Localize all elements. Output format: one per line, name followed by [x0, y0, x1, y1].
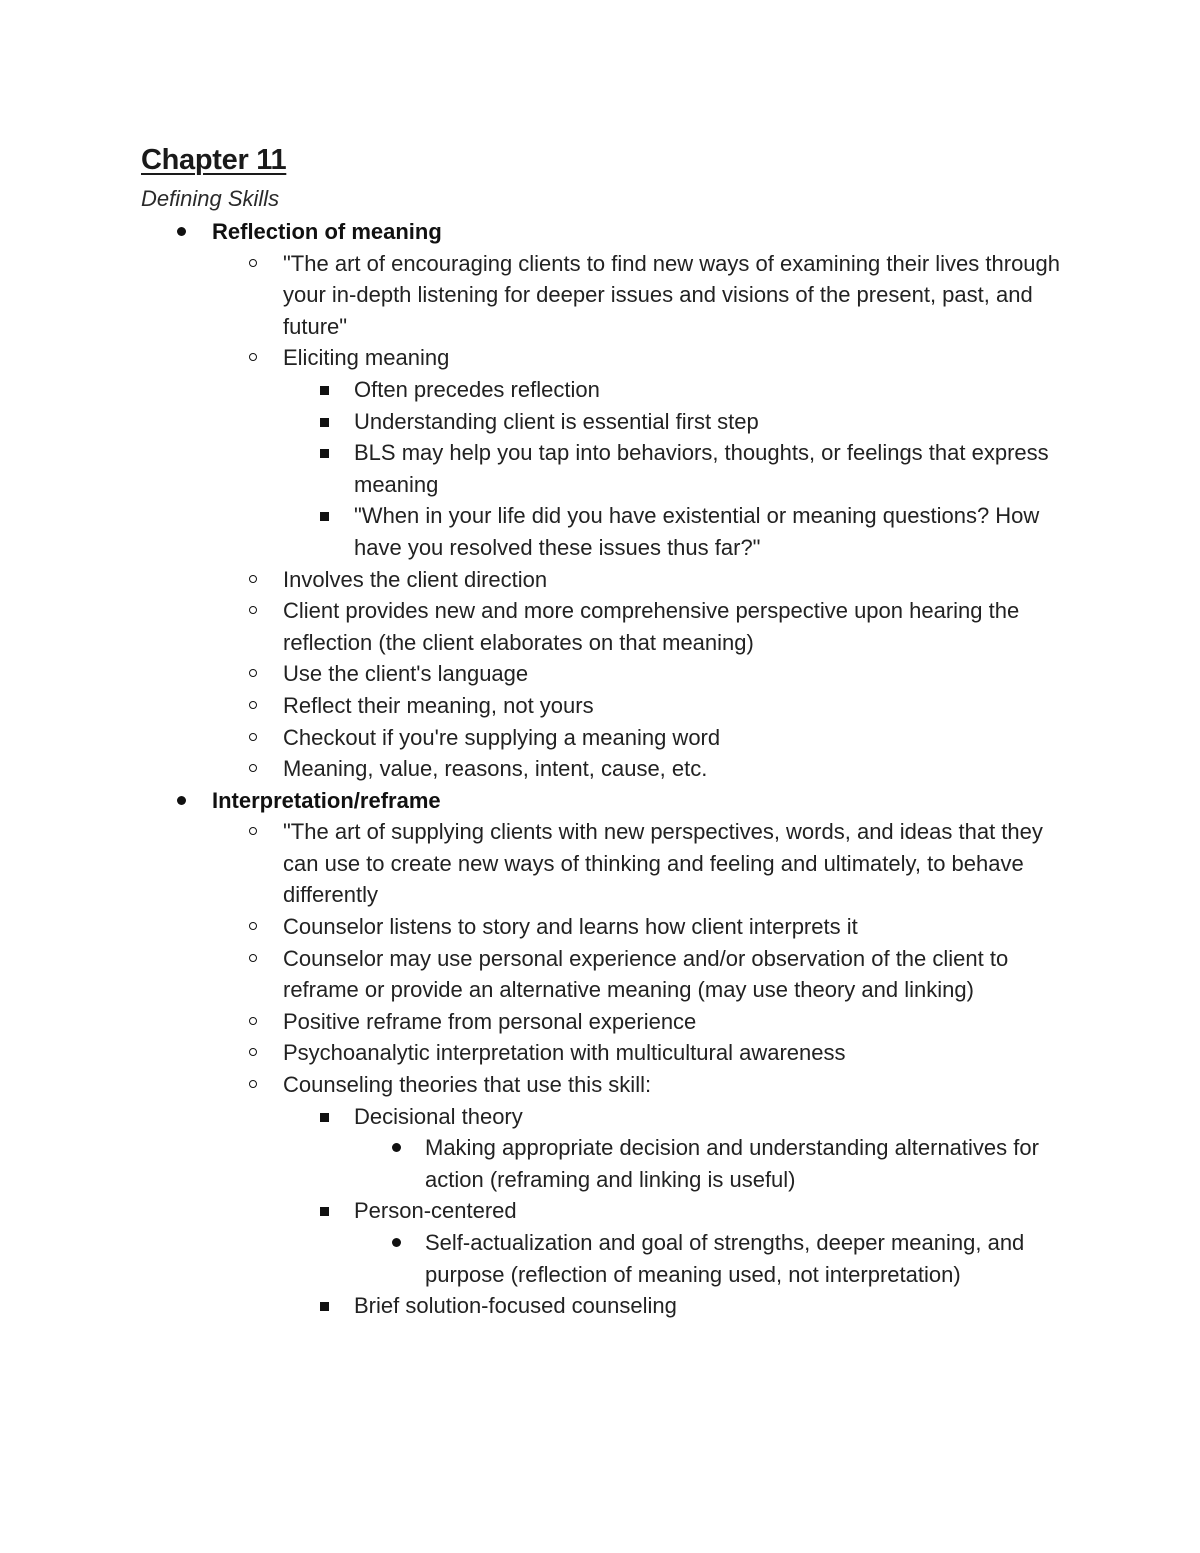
- list-item: Positive reframe from personal experience: [212, 1006, 1071, 1038]
- page-subtitle: Defining Skills: [141, 186, 280, 211]
- list-item: Checkout if you're supplying a meaning word: [212, 722, 1071, 754]
- outline-list: [141, 216, 1071, 1322]
- list-item: BLS may help you tap into behaviors, thoughts, or feelings that express meaning: [283, 437, 1071, 500]
- section-heading: Interpretation/reframe: [212, 787, 441, 813]
- section-interpretation-reframe: [141, 785, 1071, 1322]
- list-item: Making appropriate decision and understanding alternatives for action (reframing and linking is useful): [354, 1132, 1071, 1195]
- theory-item: Decisional theory Making appropriate decision and understanding alternatives for action (reframing and linking is useful): [283, 1101, 1071, 1196]
- list-item: "The art of encouraging clients to find new ways of examining their lives through your in-depth listening for deeper issues and visions of the present, past, and future": [212, 248, 1071, 343]
- sublist: [354, 1132, 1071, 1195]
- list-item: Counselor listens to story and learns how client interprets it: [212, 911, 1071, 943]
- list-item: Counselor may use personal experience and/or observation of the client to reframe or provide an alternative meaning (may use theory and linking): [212, 943, 1071, 1006]
- list-item: "The art of supplying clients with new perspectives, words, and ideas that they can use to create new ways of thinking and feeling and ultimately, to behave differently: [212, 816, 1071, 911]
- section-reflection-of-meaning: [141, 216, 1071, 785]
- document-page: [141, 138, 1071, 1322]
- sublist: [212, 248, 1071, 785]
- sublist: [212, 816, 1071, 1322]
- section-heading: Reflection of meaning: [212, 219, 442, 244]
- page-title: Chapter 11: [141, 144, 287, 176]
- sublist: [283, 1101, 1071, 1322]
- list-item: Understanding client is essential first step: [283, 406, 1071, 438]
- list-item: "When in your life did you have existential or meaning questions? How have you resolved these issues thus far?": [283, 500, 1071, 563]
- sublist: [283, 374, 1071, 564]
- theory-item: Brief solution-focused counseling: [283, 1290, 1071, 1322]
- list-item: Counseling theories that use this skill: Decisional theory Making appropriate decision and understanding alternatives for action (reframing and linking is useful) Person-centered Self-actualization and goal of strengths, deeper meaning, and purpose (reflection of meaning used, not interpretation) Brief solution-focused counseling: [212, 1069, 1071, 1322]
- theory-item: Person-centered Self-actualization and goal of strengths, deeper meaning, and purpose (reflection of meaning used, not interpretation): [283, 1195, 1071, 1290]
- list-item: Use the client's language: [212, 658, 1071, 690]
- list-item: Eliciting meaning Often precedes reflection Understanding client is essential first step BLS may help you tap into behaviors, thoughts, or feelings that express meaning "When in your life did you have existential or meaning questions? How have you resolved these issues thus far?": [212, 342, 1071, 563]
- list-item: Psychoanalytic interpretation with multicultural awareness: [212, 1037, 1071, 1069]
- sublist: [354, 1227, 1071, 1290]
- list-item: Meaning, value, reasons, intent, cause, etc.: [212, 753, 1071, 785]
- list-item: Reflect their meaning, not yours: [212, 690, 1071, 722]
- list-item: Self-actualization and goal of strengths, deeper meaning, and purpose (reflection of meaning used, not interpretation): [354, 1227, 1071, 1290]
- list-item: Involves the client direction: [212, 564, 1071, 596]
- list-item: Client provides new and more comprehensive perspective upon hearing the reflection (the client elaborates on that meaning): [212, 595, 1071, 658]
- list-item: Often precedes reflection: [283, 374, 1071, 406]
